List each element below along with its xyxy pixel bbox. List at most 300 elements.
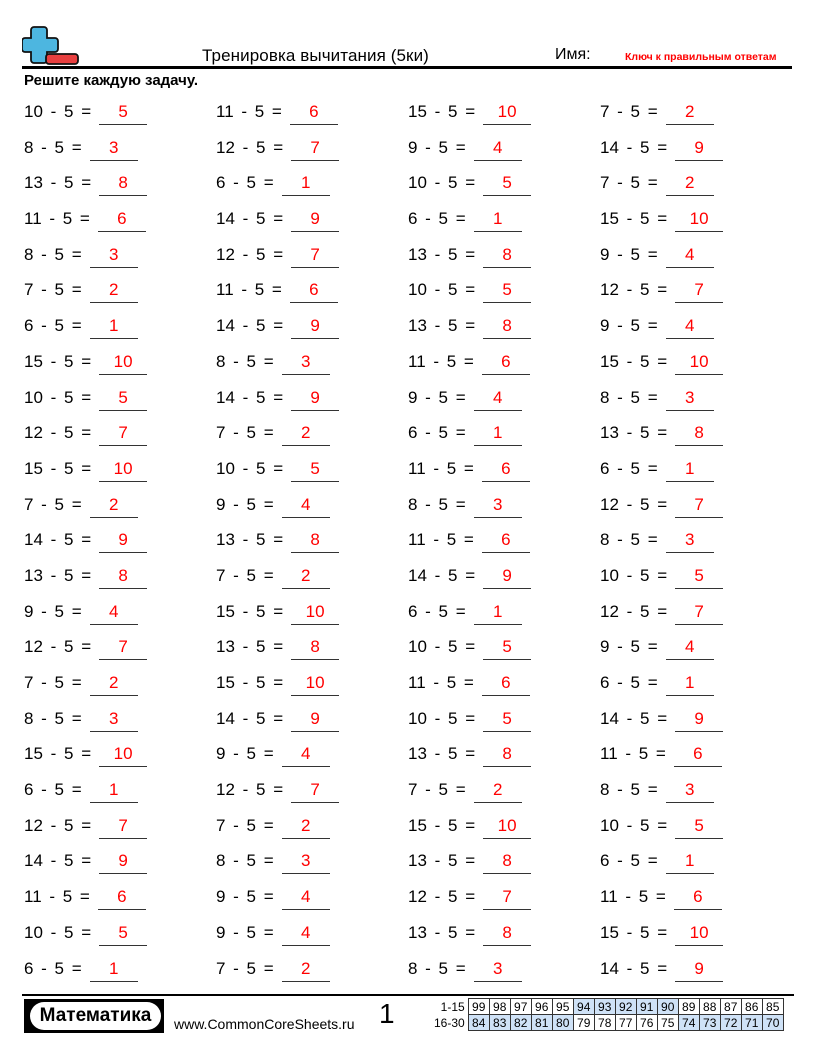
- equation: 12 - 5 =: [216, 137, 284, 157]
- problem: [408, 530, 530, 554]
- problem: [600, 959, 723, 983]
- equation: 12 - 5 =: [24, 815, 92, 835]
- answer-blank[interactable]: 1: [666, 673, 714, 696]
- problem: [216, 851, 330, 875]
- equation: 13 - 5 =: [216, 530, 284, 550]
- equation: 10 - 5 =: [408, 280, 476, 300]
- problem-row: [0, 630, 816, 666]
- problem: [216, 744, 330, 768]
- equation: 10 - 5 =: [24, 102, 92, 121]
- problem: [408, 780, 522, 804]
- equation: 10 - 5 =: [216, 458, 284, 478]
- score-cell: 75: [657, 1015, 678, 1031]
- answer-blank[interactable]: 5: [483, 637, 531, 660]
- problem: [216, 780, 339, 804]
- problem-row: [0, 345, 816, 381]
- equation: 15 - 5 =: [24, 744, 92, 764]
- answer-blank[interactable]: 6: [482, 459, 530, 482]
- answer-blank[interactable]: 9: [99, 851, 147, 874]
- problem: [24, 851, 147, 875]
- answer-blank[interactable]: 4: [666, 316, 714, 339]
- answer-blank[interactable]: 1: [282, 173, 330, 196]
- problem: [408, 138, 522, 162]
- equation: 14 - 5 =: [408, 565, 476, 585]
- equation: 14 - 5 =: [600, 137, 668, 157]
- problem: [24, 887, 146, 911]
- problem: [600, 744, 722, 768]
- answer-blank[interactable]: 2: [282, 423, 330, 446]
- equation: 14 - 5 =: [600, 708, 668, 728]
- answer-blank[interactable]: 2: [282, 959, 330, 982]
- brand-logo: [24, 999, 164, 1033]
- answer-blank[interactable]: 10: [675, 923, 723, 946]
- equation: 12 - 5 =: [216, 244, 284, 264]
- problem: [216, 209, 339, 233]
- score-cell: 71: [741, 1015, 762, 1031]
- instructions: Решите каждую задачу.: [24, 72, 199, 89]
- equation: 9 - 5 =: [216, 744, 274, 764]
- site-url: www.CommonCoreSheets.ru: [174, 1016, 355, 1032]
- problem: [408, 245, 531, 269]
- answer-blank[interactable]: 5: [99, 923, 147, 946]
- problem: [600, 709, 723, 733]
- answer-blank[interactable]: 3: [90, 245, 138, 268]
- problem: [600, 780, 714, 804]
- answer-blank[interactable]: 8: [483, 851, 531, 874]
- score-cell: 88: [699, 999, 720, 1015]
- equation: 8 - 5 =: [24, 137, 82, 157]
- problem: [600, 637, 714, 661]
- problem: [408, 851, 531, 875]
- answer-blank[interactable]: 1: [666, 851, 714, 874]
- problem: [24, 780, 138, 804]
- score-cell: 94: [573, 999, 594, 1015]
- equation: 15 - 5 =: [408, 815, 476, 835]
- equation: 11 - 5 =: [600, 744, 666, 764]
- problem: [216, 138, 339, 162]
- answer-blank[interactable]: 10: [99, 352, 147, 375]
- problem: [600, 423, 723, 447]
- answer-blank[interactable]: 9: [675, 959, 723, 982]
- equation: 7 - 5 =: [216, 958, 274, 978]
- equation: 7 - 5 =: [600, 102, 658, 121]
- equation: 9 - 5 =: [408, 387, 466, 407]
- problem: [24, 637, 147, 661]
- problem-row: [0, 452, 816, 488]
- problem: [24, 709, 138, 733]
- equation: 13 - 5 =: [24, 565, 92, 585]
- problem: [408, 923, 531, 947]
- answer-blank[interactable]: 7: [675, 280, 723, 303]
- equation: 13 - 5 =: [408, 316, 476, 336]
- problem-row: [0, 309, 816, 345]
- equation: 12 - 5 =: [600, 601, 668, 621]
- answer-blank[interactable]: 3: [282, 851, 330, 874]
- answer-blank[interactable]: 7: [99, 637, 147, 660]
- answer-blank[interactable]: 2: [90, 673, 138, 696]
- problem: [216, 602, 339, 626]
- problem: [600, 495, 723, 519]
- problem: [600, 102, 714, 126]
- problem: [216, 459, 339, 483]
- answer-blank[interactable]: 7: [291, 138, 339, 161]
- equation: 15 - 5 =: [600, 209, 668, 229]
- answer-blank[interactable]: 4: [282, 887, 330, 910]
- problem-row: [0, 166, 816, 202]
- equation: 8 - 5 =: [408, 494, 466, 514]
- problem: [216, 316, 339, 340]
- answer-blank[interactable]: 6: [98, 887, 146, 910]
- problem-row: [0, 131, 816, 167]
- answer-blank[interactable]: 7: [675, 602, 723, 625]
- answer-blank[interactable]: 3: [666, 780, 714, 803]
- problem: [600, 352, 723, 376]
- equation: 7 - 5 =: [24, 673, 82, 692]
- problem: [216, 388, 339, 412]
- answer-blank[interactable]: 9: [483, 566, 531, 589]
- answer-blank[interactable]: 7: [675, 495, 723, 518]
- answer-blank[interactable]: 9: [675, 138, 723, 161]
- problem: [24, 530, 147, 554]
- score-cell: 89: [678, 999, 699, 1015]
- answer-blank[interactable]: 10: [291, 673, 339, 696]
- answer-blank[interactable]: 8: [291, 637, 339, 660]
- equation: 11 - 5 =: [408, 458, 474, 478]
- score-row: [432, 999, 783, 1015]
- score-cell: 81: [531, 1015, 552, 1031]
- problem: [600, 602, 723, 626]
- equation: 15 - 5 =: [600, 351, 668, 371]
- worksheet-header: [22, 44, 792, 69]
- problem-row: [0, 95, 816, 131]
- answer-blank[interactable]: 1: [90, 316, 138, 339]
- answer-blank[interactable]: 5: [99, 102, 147, 125]
- problem: [216, 887, 330, 911]
- problem-row: [0, 202, 816, 238]
- answer-blank[interactable]: 8: [675, 423, 723, 446]
- problem-row: [0, 273, 816, 309]
- problem: [216, 495, 330, 519]
- answer-blank[interactable]: 3: [474, 959, 522, 982]
- problem-row: [0, 952, 816, 988]
- score-cell: 80: [552, 1015, 573, 1031]
- equation: 11 - 5 =: [216, 102, 282, 121]
- answer-blank[interactable]: 1: [666, 459, 714, 482]
- answer-blank[interactable]: 5: [675, 566, 723, 589]
- problem: [600, 923, 723, 947]
- score-row: [432, 1015, 783, 1031]
- problem: [24, 316, 138, 340]
- equation: 14 - 5 =: [216, 316, 284, 336]
- problem: [24, 173, 147, 197]
- answer-blank[interactable]: 2: [90, 280, 138, 303]
- answer-blank[interactable]: 7: [99, 423, 147, 446]
- problem: [24, 209, 146, 233]
- answer-blank[interactable]: 8: [99, 173, 147, 196]
- equation: 13 - 5 =: [24, 173, 92, 193]
- equation: 7 - 5 =: [600, 173, 658, 193]
- answer-blank[interactable]: 3: [90, 138, 138, 161]
- equation: 10 - 5 =: [600, 815, 668, 835]
- score-cell: 79: [573, 1015, 594, 1031]
- answer-blank[interactable]: 4: [282, 495, 330, 518]
- answer-blank[interactable]: 6: [482, 352, 530, 375]
- problem: [24, 673, 138, 697]
- equation: 7 - 5 =: [24, 280, 82, 300]
- answer-blank[interactable]: 8: [483, 923, 531, 946]
- answer-blank[interactable]: 10: [483, 816, 531, 839]
- problem: [24, 423, 147, 447]
- answer-blank[interactable]: 10: [675, 209, 723, 232]
- equation: 15 - 5 =: [600, 922, 668, 942]
- answer-blank[interactable]: 6: [674, 887, 722, 910]
- answer-blank[interactable]: 9: [291, 709, 339, 732]
- problem: [24, 744, 147, 768]
- answer-blank[interactable]: 3: [666, 388, 714, 411]
- equation: 8 - 5 =: [216, 351, 274, 371]
- problem: [408, 388, 522, 412]
- answer-blank[interactable]: 2: [666, 102, 714, 125]
- answer-blank[interactable]: 3: [90, 709, 138, 732]
- problem-row: [0, 809, 816, 845]
- answer-blank[interactable]: 3: [474, 495, 522, 518]
- problem: [24, 959, 138, 983]
- answer-blank[interactable]: 8: [483, 316, 531, 339]
- problem: [600, 566, 723, 590]
- equation: 15 - 5 =: [24, 458, 92, 478]
- equation: 13 - 5 =: [408, 744, 476, 764]
- equation: 14 - 5 =: [216, 209, 284, 229]
- problem: [600, 887, 722, 911]
- problem-row: [0, 916, 816, 952]
- equation: 14 - 5 =: [216, 387, 284, 407]
- score-cell: 98: [489, 999, 510, 1015]
- score-cell: 90: [657, 999, 678, 1015]
- problem: [24, 388, 147, 412]
- answer-blank[interactable]: 2: [90, 495, 138, 518]
- problem-row: [0, 773, 816, 809]
- equation: 8 - 5 =: [600, 780, 658, 800]
- answer-blank[interactable]: 9: [291, 388, 339, 411]
- equation: 14 - 5 =: [24, 530, 92, 550]
- equation: 7 - 5 =: [216, 423, 274, 443]
- answer-blank[interactable]: 6: [290, 280, 338, 303]
- problem: [216, 637, 339, 661]
- answer-blank[interactable]: 1: [90, 780, 138, 803]
- problem: [24, 352, 147, 376]
- answer-blank[interactable]: 5: [291, 459, 339, 482]
- equation: 6 - 5 =: [408, 601, 466, 621]
- answer-blank[interactable]: 10: [675, 352, 723, 375]
- equation: 9 - 5 =: [600, 244, 658, 264]
- answer-blank[interactable]: 5: [483, 709, 531, 732]
- score-cell: 74: [678, 1015, 699, 1031]
- problem: [408, 316, 531, 340]
- answer-blank[interactable]: 8: [483, 744, 531, 767]
- score-cell: 97: [510, 999, 531, 1015]
- equation: 13 - 5 =: [408, 244, 476, 264]
- brand-label: Математика: [30, 1002, 161, 1030]
- equation: 6 - 5 =: [408, 423, 466, 443]
- answer-blank[interactable]: 1: [474, 602, 522, 625]
- equation: 6 - 5 =: [24, 958, 82, 978]
- answer-blank[interactable]: 6: [482, 673, 530, 696]
- answer-blank[interactable]: 6: [98, 209, 146, 232]
- answer-blank[interactable]: 7: [99, 816, 147, 839]
- problem: [600, 138, 723, 162]
- answer-blank[interactable]: 10: [99, 459, 147, 482]
- equation: 8 - 5 =: [216, 851, 274, 871]
- answer-blank[interactable]: 9: [291, 209, 339, 232]
- answer-blank[interactable]: 2: [282, 816, 330, 839]
- problem: [408, 816, 531, 840]
- equation: 12 - 5 =: [216, 780, 284, 800]
- problem: [600, 673, 714, 697]
- answer-blank[interactable]: 5: [483, 173, 531, 196]
- equation: 9 - 5 =: [216, 922, 274, 942]
- problem-row: [0, 238, 816, 274]
- equation: 7 - 5 =: [24, 494, 82, 514]
- equation: 8 - 5 =: [24, 244, 82, 264]
- equation: 11 - 5 =: [408, 351, 474, 371]
- problem: [408, 173, 531, 197]
- problem: [24, 816, 147, 840]
- equation: 6 - 5 =: [216, 173, 274, 193]
- answer-blank[interactable]: 1: [90, 959, 138, 982]
- problem: [216, 566, 330, 590]
- answer-blank[interactable]: 8: [291, 530, 339, 553]
- problem: [24, 459, 147, 483]
- score-cell: 82: [510, 1015, 531, 1031]
- problem: [600, 388, 714, 412]
- score-cell: 99: [468, 999, 489, 1015]
- answer-blank[interactable]: 9: [675, 709, 723, 732]
- problem: [600, 816, 723, 840]
- equation: 10 - 5 =: [408, 637, 476, 657]
- answer-blank[interactable]: 6: [290, 102, 338, 125]
- problem: [216, 102, 338, 126]
- answer-blank[interactable]: 4: [666, 637, 714, 660]
- problem: [600, 530, 714, 554]
- equation: 9 - 5 =: [600, 316, 658, 336]
- score-cell: 92: [615, 999, 636, 1015]
- problem: [24, 102, 147, 126]
- problem: [408, 637, 531, 661]
- answer-blank[interactable]: 10: [291, 602, 339, 625]
- problem: [600, 459, 714, 483]
- answer-blank[interactable]: 8: [483, 245, 531, 268]
- answer-blank[interactable]: 4: [474, 388, 522, 411]
- score-cell: 96: [531, 999, 552, 1015]
- answer-blank[interactable]: 4: [282, 923, 330, 946]
- answer-blank[interactable]: 1: [474, 209, 522, 232]
- problem: [600, 851, 714, 875]
- problem-row: [0, 523, 816, 559]
- score-cell: 87: [720, 999, 741, 1015]
- equation: 11 - 5 =: [216, 280, 282, 300]
- answer-blank[interactable]: 7: [291, 245, 339, 268]
- answer-blank[interactable]: 7: [291, 780, 339, 803]
- equation: 9 - 5 =: [216, 494, 274, 514]
- score-cell: 85: [762, 999, 783, 1015]
- answer-blank[interactable]: 2: [666, 173, 714, 196]
- answer-blank[interactable]: 4: [666, 245, 714, 268]
- answer-blank[interactable]: 3: [666, 530, 714, 553]
- problem-row: [0, 844, 816, 880]
- equation: 13 - 5 =: [600, 423, 668, 443]
- equation: 8 - 5 =: [408, 958, 466, 978]
- problem: [600, 245, 714, 269]
- equation: 15 - 5 =: [216, 673, 284, 692]
- problem: [408, 673, 530, 697]
- problem-row: [0, 737, 816, 773]
- name-label: Имя:: [555, 46, 591, 63]
- answer-blank[interactable]: 1: [474, 423, 522, 446]
- score-cell: 93: [594, 999, 615, 1015]
- problem-row: [0, 488, 816, 524]
- answer-blank[interactable]: 5: [675, 816, 723, 839]
- answer-blank[interactable]: 4: [90, 602, 138, 625]
- problem: [216, 352, 330, 376]
- answer-blank[interactable]: 4: [474, 138, 522, 161]
- page-number: 1: [379, 998, 395, 1029]
- score-table: [432, 998, 784, 1031]
- problem-row: [0, 381, 816, 417]
- equation: 10 - 5 =: [408, 173, 476, 193]
- answer-blank[interactable]: 6: [482, 530, 530, 553]
- answer-blank[interactable]: 8: [99, 566, 147, 589]
- problem-row: [0, 666, 816, 702]
- page-title: Тренировка вычитания (5ки): [202, 46, 429, 65]
- problem: [408, 459, 530, 483]
- answer-blank[interactable]: 9: [291, 316, 339, 339]
- answer-blank[interactable]: 2: [474, 780, 522, 803]
- problem: [24, 495, 138, 519]
- problem: [216, 530, 339, 554]
- answer-blank[interactable]: 4: [282, 744, 330, 767]
- score-cell: 84: [468, 1015, 489, 1031]
- answer-blank[interactable]: 5: [483, 280, 531, 303]
- equation: 14 - 5 =: [24, 851, 92, 871]
- answer-blank[interactable]: 10: [99, 744, 147, 767]
- answer-blank[interactable]: 3: [282, 352, 330, 375]
- equation: 8 - 5 =: [24, 708, 82, 728]
- problem: [216, 709, 339, 733]
- equation: 11 - 5 =: [24, 209, 90, 229]
- answer-blank[interactable]: 9: [99, 530, 147, 553]
- answer-blank[interactable]: 5: [99, 388, 147, 411]
- problem: [216, 245, 339, 269]
- problem-row: [0, 702, 816, 738]
- equation: 12 - 5 =: [24, 637, 92, 657]
- problem: [216, 923, 330, 947]
- equation: 8 - 5 =: [600, 387, 658, 407]
- problem: [216, 673, 339, 697]
- problem: [408, 709, 531, 733]
- problem: [24, 602, 138, 626]
- answer-blank[interactable]: 6: [674, 744, 722, 767]
- answer-blank[interactable]: 2: [282, 566, 330, 589]
- problem: [216, 173, 330, 197]
- answer-blank[interactable]: 10: [483, 102, 531, 125]
- problem-row: [0, 880, 816, 916]
- problem: [24, 280, 138, 304]
- answer-blank[interactable]: 7: [483, 887, 531, 910]
- equation: 13 - 5 =: [408, 851, 476, 871]
- score-cell: 70: [762, 1015, 783, 1031]
- problem: [408, 602, 522, 626]
- score-cell: 76: [636, 1015, 657, 1031]
